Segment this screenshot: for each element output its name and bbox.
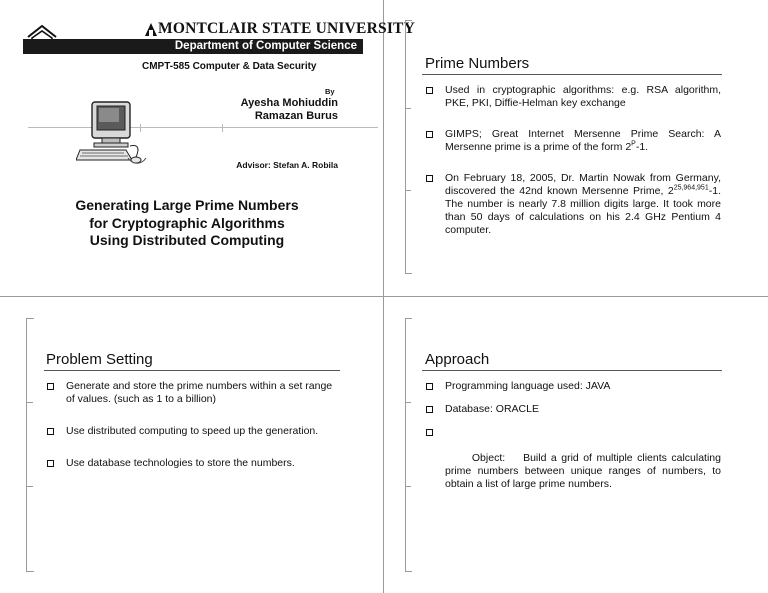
slide2-bullets <box>425 84 721 237</box>
bullet-square-icon <box>426 429 433 436</box>
bullet-text: On February 18, 2005, Dr. Martin Nowak from Germany, discovered the 42nd known Mersenne Prime, 2 <box>445 172 721 197</box>
bullet-item <box>46 380 336 406</box>
university-name: MONTCLAIR STATE UNIVERSITY <box>158 20 415 37</box>
bullet-item <box>425 403 721 416</box>
slide2-title-rule <box>422 74 722 75</box>
computer-icon <box>76 100 148 180</box>
bullet-item <box>425 172 721 237</box>
bullet-item <box>46 457 336 470</box>
bullet-text: Used in cryptographic algorithms: e.g. RSA algorithm, PKE, PKI, Diffie-Helman key exchange <box>445 84 721 109</box>
course-name: CMPT-585 Computer & Data Security <box>142 61 317 72</box>
slide3-title-rule <box>44 370 340 371</box>
bullet-text: Use distributed computing to speed up the generation. <box>66 425 319 437</box>
bullet-square-icon <box>426 87 433 94</box>
slide2-bracket <box>405 20 412 274</box>
bullet-text: -1. The number is nearly 7.8 million digits large. It took more than 50 days of calculations on his 2.4 GHz Pentium 4 computer. <box>445 185 721 236</box>
slide4-title: Approach <box>425 351 490 368</box>
bullet-square-icon <box>47 383 54 390</box>
bullet-square-icon <box>47 460 54 467</box>
slide2-title: Prime Numbers <box>425 55 530 72</box>
slide3-bracket <box>26 318 34 572</box>
author-2: Ramazan Burus <box>254 110 338 122</box>
bullet-item <box>425 84 721 110</box>
bullet-text: Database: ORACLE <box>445 403 539 415</box>
bullet-text: Generate and store the prime numbers within a set range of values. (such as 1 to a billion) <box>66 380 333 405</box>
bullet-square-icon <box>426 131 433 138</box>
title-line-2: for Cryptographic Algorithms <box>89 214 285 231</box>
university-mark-icon <box>145 23 157 36</box>
presentation-title <box>28 197 346 250</box>
slide4-title-rule <box>422 370 722 371</box>
bullet-square-icon <box>47 428 54 435</box>
bullet-text: Use database technologies to store the numbers. <box>66 457 295 469</box>
title-line-1: Generating Large Prime Numbers <box>75 197 299 213</box>
bullet-item <box>425 128 721 154</box>
slide4-bracket-tick <box>405 486 411 487</box>
slide2-bracket-tick <box>405 108 411 109</box>
bullet-superscript: 25,964,951 <box>673 184 709 192</box>
bullet-text: GIMPS; Great Internet Mersenne Prime Search: A Mersenne prime is a prime of the form 2 <box>445 128 721 153</box>
page-divider-horizontal <box>0 296 768 297</box>
by-label: By <box>325 87 335 96</box>
bullet-text: Programming language used: JAVA <box>445 380 611 392</box>
bullet-text: -1. <box>635 141 649 153</box>
bullet-superscript: P <box>631 140 636 148</box>
slide4-bracket <box>405 318 412 572</box>
slide1-band-tick <box>222 124 223 132</box>
slide2-bracket-tick <box>405 190 411 191</box>
author-1: Ayesha Mohiuddin <box>240 97 338 109</box>
slide3-bullets <box>46 380 336 470</box>
bullet-item <box>46 425 336 438</box>
slide3-bracket-tick <box>26 402 33 403</box>
department-name: Department of Computer Science <box>174 40 357 52</box>
bullet-item <box>425 426 724 504</box>
bullet-text: Object: Build a grid of multiple clients calculating prime numbers between unique ranges of numbers, to obtain a list of large prime numbers. <box>445 452 724 490</box>
bullet-item <box>425 380 721 393</box>
slide3-title: Problem Setting <box>46 351 153 368</box>
bullet-square-icon <box>426 383 433 390</box>
bullet-square-icon <box>426 406 433 413</box>
slide4-bullets <box>425 380 724 504</box>
advisor: Advisor: Stefan A. Robila <box>236 160 338 170</box>
title-line-3: Using Distributed Computing <box>89 232 285 248</box>
department-banner <box>23 39 363 54</box>
slide3-bracket-tick <box>26 486 33 487</box>
slide4-bracket-tick <box>405 402 411 403</box>
bullet-square-icon <box>426 175 433 182</box>
